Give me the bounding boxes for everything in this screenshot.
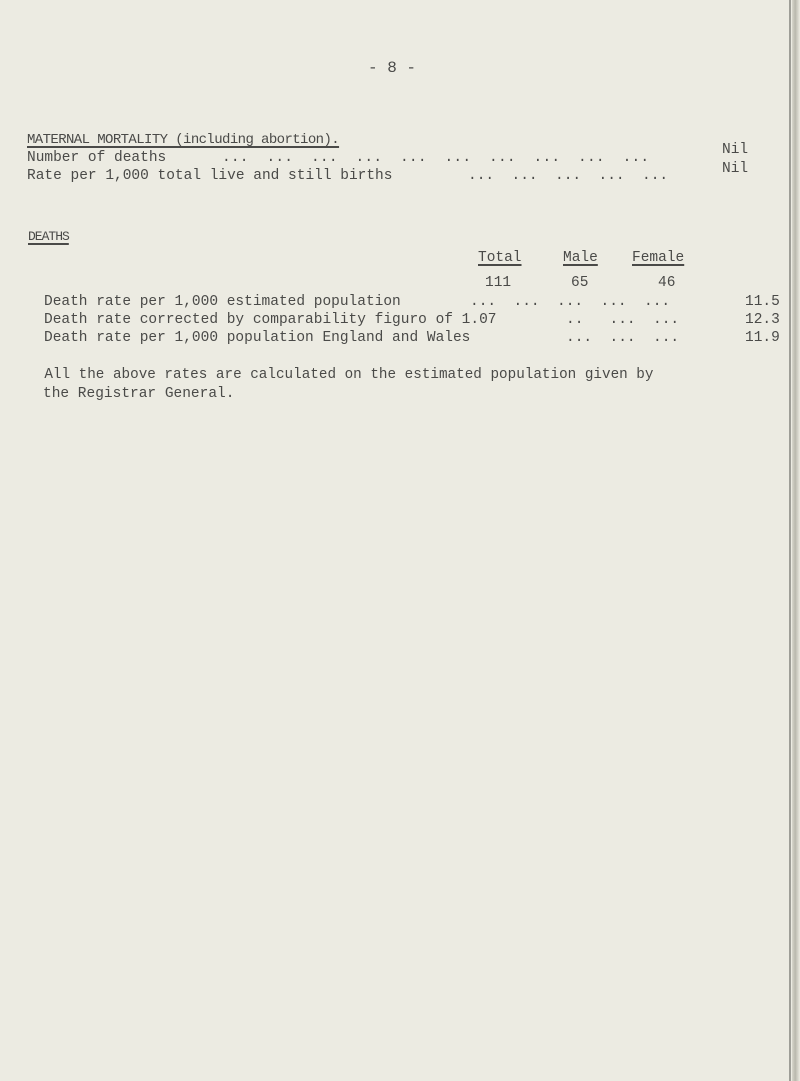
death-rate-value: 11.9 — [745, 330, 780, 346]
death-rate-label: Death rate per 1,000 estimated population — [44, 294, 401, 310]
death-rate-label: Death rate corrected by comparability figuro of 1.07 — [44, 312, 497, 328]
count-female: 46 — [658, 275, 676, 291]
column-header-total: Total — [478, 250, 522, 266]
maternal-row-label: Number of deaths — [27, 150, 167, 166]
page-edge-line — [789, 0, 791, 1081]
page-number: - 8 - — [368, 59, 417, 77]
maternal-row-value: Nil — [722, 161, 749, 177]
death-rate-value: 12.3 — [745, 312, 780, 328]
page-edge — [792, 0, 800, 1081]
count-male: 65 — [571, 275, 589, 291]
count-total: 111 — [485, 275, 512, 291]
death-rate-value: 11.5 — [745, 294, 780, 310]
column-header-male: Male — [563, 250, 598, 266]
maternal-row-value: Nil — [722, 142, 749, 158]
maternal-row-label: Rate per 1,000 total live and still births — [27, 168, 393, 184]
maternal-row-leader: ... ... ... ... ... — [468, 168, 669, 184]
note-line-2: the Registrar General. — [43, 386, 235, 402]
note-line-1: All the above rates are calculated on the estimated population given by — [10, 367, 654, 383]
death-rate-label: Death rate per 1,000 population England and Wales — [44, 330, 471, 346]
deaths-heading: DEATHS — [28, 229, 69, 244]
maternal-row-leader: ... ... ... ... ... ... ... ... ... ... — [222, 150, 650, 166]
column-header-female: Female — [632, 250, 685, 266]
death-rate-leader: ... ... ... ... ... — [470, 294, 671, 310]
maternal-mortality-heading: MATERNAL MORTALITY (including abortion). — [27, 132, 340, 148]
death-rate-leader: ... ... ... — [566, 330, 680, 346]
death-rate-leader: .. ... ... — [566, 312, 680, 328]
